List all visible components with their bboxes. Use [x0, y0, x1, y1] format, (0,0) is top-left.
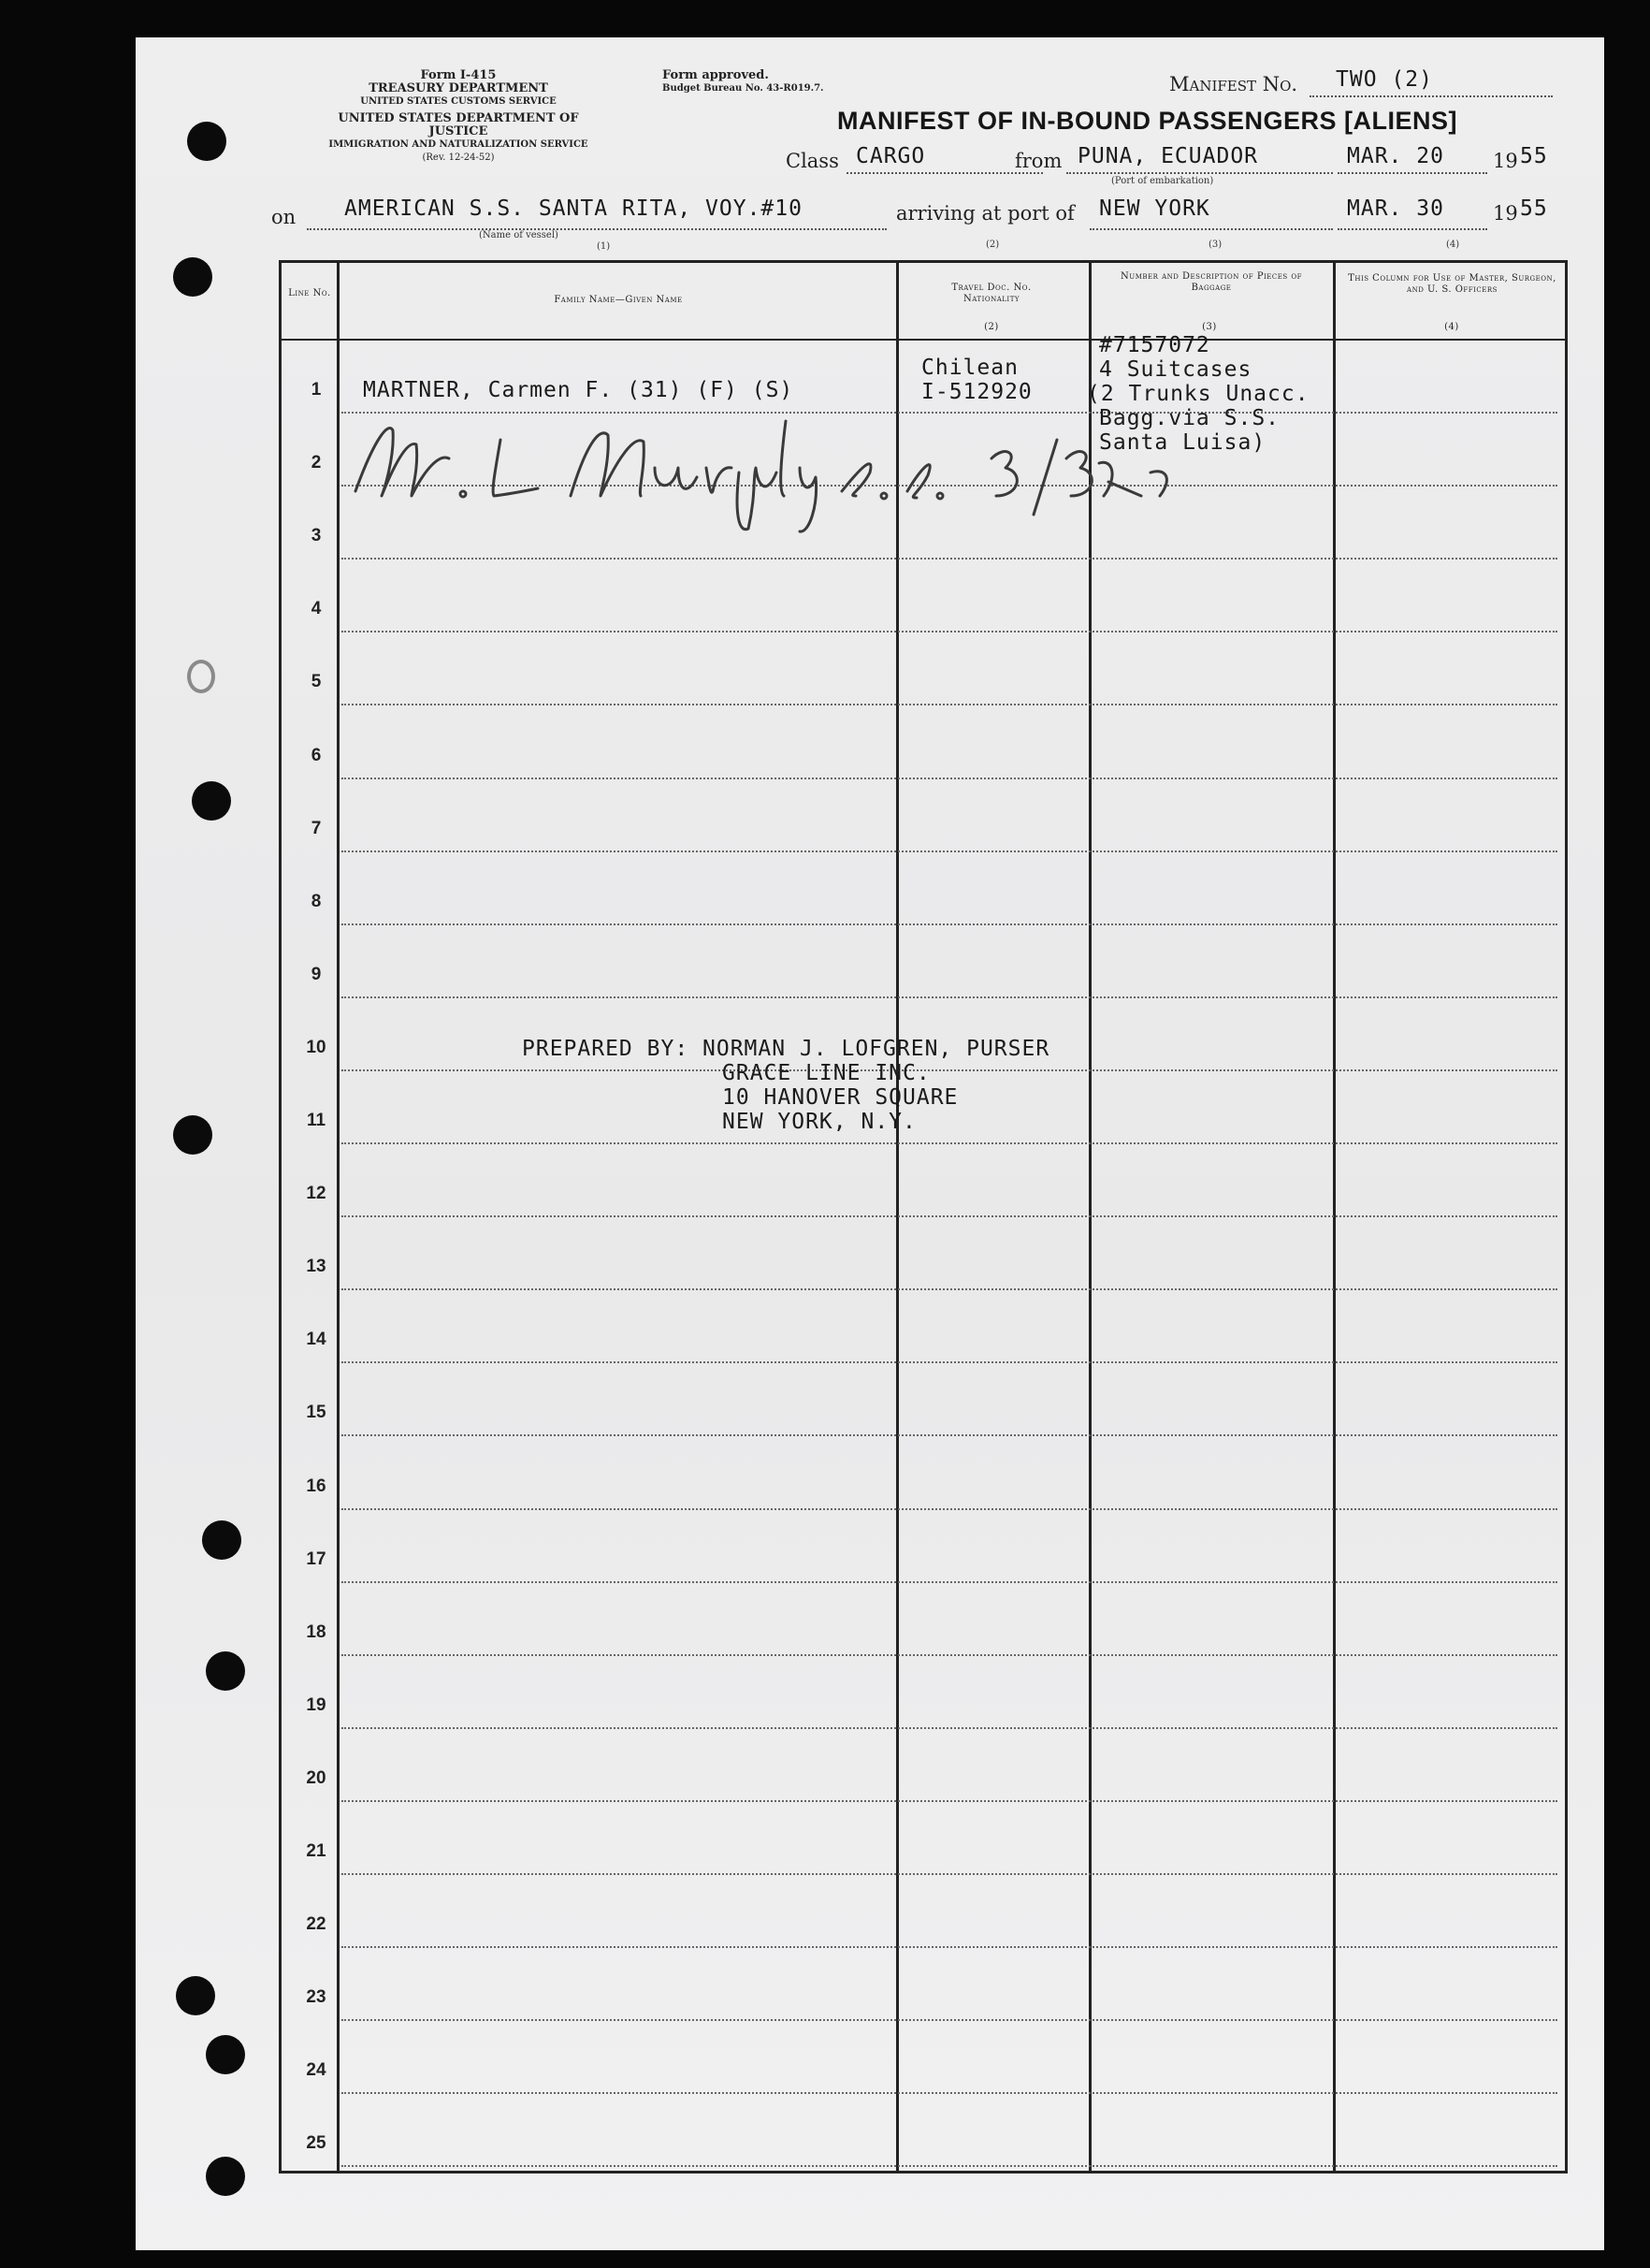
- arrival-date: MAR. 30: [1347, 196, 1444, 221]
- baggage-line: Santa Luisa): [1099, 430, 1266, 455]
- row-number: 11: [306, 1111, 326, 1130]
- row-rule: [341, 1434, 1557, 1436]
- prepared-by: PREPARED BY: NORMAN J. LOFGREN, PURSER: [522, 1037, 1050, 1061]
- baggage-line: (2 Trunks Unacc.: [1087, 382, 1310, 406]
- row-rule: [341, 1142, 1557, 1144]
- row-number: 10: [306, 1037, 326, 1057]
- column-number: (2): [984, 322, 999, 332]
- punch-hole: [206, 1651, 245, 1691]
- row-number: 12: [306, 1184, 326, 1204]
- column-header-name: Family Name—Given Name: [554, 295, 683, 305]
- departure-year: 55: [1520, 144, 1548, 168]
- column-header-travel-doc: Travel Doc. No. Nationality: [951, 283, 1032, 304]
- column-header-officers: This Column for Use of Master, Surgeon, and U. S. Officers: [1348, 273, 1556, 295]
- row-rule: [341, 1581, 1557, 1583]
- budget-bureau-number: Budget Bureau No. 43-R019.7.: [662, 83, 824, 94]
- row-rule: [341, 2019, 1557, 2021]
- column-number: (4): [1446, 240, 1460, 250]
- row-rule: [341, 2092, 1557, 2094]
- row-number: 24: [306, 2060, 326, 2081]
- form-id-block: [309, 69, 608, 165]
- row-rule: [341, 1873, 1557, 1875]
- arrival-year: 55: [1520, 196, 1548, 221]
- row-rule: [341, 1800, 1557, 1802]
- row-number: 25: [306, 2133, 326, 2154]
- row-number: 22: [306, 1914, 326, 1935]
- column-number: (1): [597, 241, 611, 252]
- punch-hole: [202, 1520, 241, 1560]
- column-header-line-no: Line No.: [288, 288, 331, 298]
- vessel-caption: (Name of vessel): [479, 230, 558, 240]
- row-number: 5: [311, 672, 322, 692]
- row-rule: [341, 558, 1557, 560]
- column-number: (3): [1202, 322, 1217, 332]
- punch-hole: [206, 2157, 245, 2196]
- row-rule: [341, 2165, 1557, 2167]
- row-rule: [341, 1069, 1557, 1071]
- header-divider: [279, 339, 1568, 341]
- form-approved: Form approved.: [662, 68, 769, 82]
- manifest-number-label: Manifest No.: [1169, 73, 1298, 95]
- row-number: 6: [311, 745, 322, 765]
- row-number: 21: [306, 1841, 326, 1861]
- row-number: 9: [311, 964, 322, 984]
- column-number: (4): [1444, 322, 1459, 332]
- port-line: [1090, 228, 1333, 230]
- column-header-baggage: Number and Description of Pieces of Baggage: [1121, 271, 1302, 293]
- punch-hole: [173, 257, 212, 297]
- from-label: from: [1015, 150, 1063, 172]
- passenger-nationality: Chilean: [921, 356, 1019, 380]
- row-rule: [341, 1361, 1557, 1363]
- row-rule: [341, 1508, 1557, 1510]
- row-rule: [341, 1288, 1557, 1290]
- column-number: (2): [986, 240, 1000, 250]
- row-number: 23: [306, 1987, 326, 2008]
- row-rule: [341, 1654, 1557, 1656]
- row-number: 1: [311, 380, 322, 400]
- row-number: 13: [306, 1257, 326, 1277]
- arrive-date-line: [1338, 228, 1487, 230]
- port-of-embarkation: PUNA, ECUADOR: [1078, 144, 1259, 168]
- class-label: Class: [786, 150, 839, 172]
- row-rule: [341, 1727, 1557, 1729]
- departure-date: MAR. 20: [1347, 144, 1444, 168]
- ins-service: IMMIGRATION AND NATURALIZATION SERVICE: [328, 139, 588, 150]
- row-rule: [341, 1215, 1557, 1217]
- row-number: 3: [311, 526, 322, 546]
- company-address: 10 HANOVER SQUARE: [722, 1085, 959, 1110]
- row-number: 16: [306, 1476, 326, 1496]
- punch-hole: [173, 1115, 212, 1155]
- depart-date-line: [1338, 172, 1487, 174]
- row-number: 19: [306, 1694, 326, 1715]
- passenger-name: MARTNER, Carmen F. (31) (F) (S): [363, 378, 794, 402]
- customs-service: UNITED STATES CUSTOMS SERVICE: [360, 96, 557, 107]
- department-of-justice: UNITED STATES DEPARTMENT OF JUSTICE: [338, 111, 579, 138]
- punch-hole: [176, 1976, 215, 2015]
- vessel-line: [307, 228, 887, 230]
- vessel-name: AMERICAN S.S. SANTA RITA, VOY.#10: [344, 196, 803, 221]
- row-rule: [341, 778, 1557, 779]
- punch-hole: [187, 660, 215, 693]
- travel-document-number: I-512920: [921, 380, 1033, 404]
- row-rule: [341, 923, 1557, 925]
- on-label: on: [271, 206, 297, 228]
- company-city: NEW YORK, N.Y.: [722, 1110, 917, 1134]
- class-value: CARGO: [856, 144, 926, 168]
- row-number: 20: [306, 1767, 326, 1788]
- row-number: 7: [311, 818, 322, 838]
- punch-hole: [192, 781, 231, 821]
- column-number: (3): [1209, 240, 1223, 250]
- punch-hole: [206, 2035, 245, 2074]
- embarkation-caption: (Port of embarkation): [1111, 176, 1214, 186]
- class-line: [847, 172, 1043, 174]
- form-revision: (Rev. 12-24-52): [422, 153, 495, 163]
- row-rule: [341, 1946, 1557, 1948]
- treasury-department: TREASURY DEPARTMENT: [369, 81, 548, 95]
- from-line: [1066, 172, 1333, 174]
- handwritten-signature: [337, 402, 1197, 543]
- year-prefix: 19: [1493, 150, 1518, 172]
- row-number: 17: [306, 1548, 326, 1569]
- form-number: Form I-415: [420, 68, 497, 82]
- port-of-arrival: NEW YORK: [1099, 196, 1210, 221]
- company-name: GRACE LINE INC.: [722, 1061, 931, 1085]
- manifest-number: TWO (2): [1336, 67, 1433, 92]
- manifest-number-line: [1310, 95, 1553, 97]
- row-rule: [341, 996, 1557, 998]
- row-number: 4: [311, 599, 322, 619]
- row-rule: [341, 631, 1557, 632]
- punch-hole: [187, 122, 226, 161]
- baggage-line: Bagg.via S.S.: [1099, 406, 1281, 430]
- row-number: 8: [311, 891, 322, 911]
- row-number: 18: [306, 1621, 326, 1642]
- row-number: 15: [306, 1403, 326, 1423]
- baggage-line: #7157072: [1099, 333, 1210, 357]
- arriving-label: arriving at port of: [896, 202, 1075, 225]
- row-rule: [341, 850, 1557, 852]
- row-rule: [341, 704, 1557, 705]
- row-number: 2: [311, 453, 322, 473]
- row-number: 14: [306, 1330, 326, 1350]
- column-divider: [337, 260, 340, 2174]
- baggage-line: 4 Suitcases: [1099, 357, 1252, 382]
- page-title: MANIFEST OF IN-BOUND PASSENGERS [ALIENS]: [837, 107, 1458, 135]
- year-prefix: 19: [1493, 202, 1518, 225]
- form-approval: [662, 69, 824, 95]
